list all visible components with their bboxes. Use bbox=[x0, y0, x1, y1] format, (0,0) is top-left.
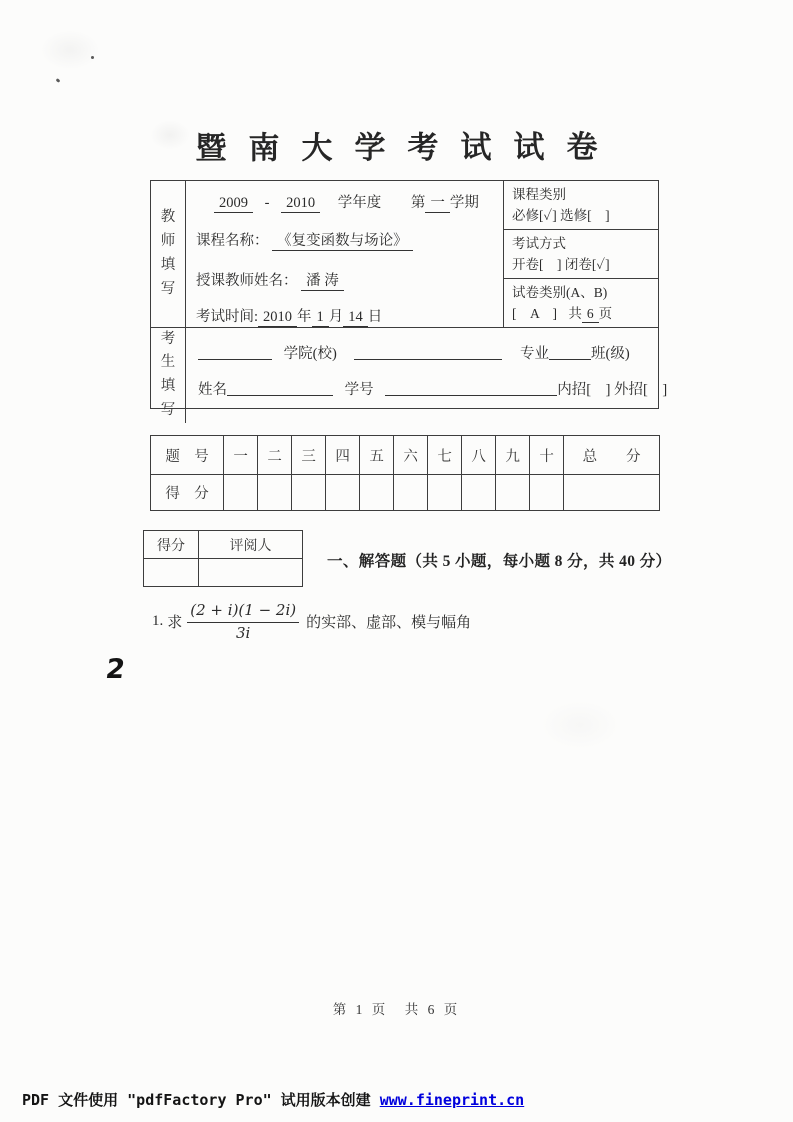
score-cell bbox=[394, 475, 428, 511]
question-col: 十 bbox=[530, 436, 564, 475]
category-column bbox=[503, 181, 658, 327]
class-blank-line bbox=[549, 344, 591, 360]
question-col: 五 bbox=[360, 436, 394, 475]
exam-time-line bbox=[196, 305, 382, 326]
exam-month-value: 1 bbox=[312, 309, 329, 327]
external-admission-checkbox: [ ] bbox=[643, 381, 668, 398]
grader-score-cell bbox=[144, 559, 199, 587]
score-row-header: 得 分 bbox=[151, 475, 224, 511]
question-col: 二 bbox=[258, 436, 292, 475]
year-from-value: 2009 bbox=[214, 195, 253, 213]
score-cell bbox=[428, 475, 462, 511]
section-heading: 一、解答题（共 5 小题，每小题 8 分，共 40 分） bbox=[327, 553, 672, 570]
question-col: 一 bbox=[224, 436, 258, 475]
grader-box bbox=[143, 530, 303, 587]
college-blank-line bbox=[198, 344, 272, 360]
question-col: 九 bbox=[496, 436, 530, 475]
internal-admission-checkbox: [ ] bbox=[586, 381, 611, 398]
course-type-title: 课程类别 bbox=[512, 187, 566, 202]
question-col: 八 bbox=[462, 436, 496, 475]
semester-value: 一 bbox=[425, 195, 450, 213]
elective-option-label: 选修 bbox=[560, 207, 588, 223]
score-cell bbox=[258, 475, 292, 511]
pages-label: 共 bbox=[568, 305, 582, 321]
class-label: 班(级) bbox=[591, 345, 630, 362]
internal-admission-label: 内招 bbox=[557, 381, 587, 398]
student-fill-side-label bbox=[151, 328, 186, 424]
course-name-label: 课程名称： bbox=[196, 233, 269, 249]
semester-suffix: 学期 bbox=[449, 195, 479, 211]
student-fill-fields bbox=[186, 328, 668, 424]
teacher-fill-side-text: 教师填写 bbox=[160, 208, 176, 297]
course-name-value: 《复变函数与场论》 bbox=[272, 233, 413, 251]
page-title: 暨南大学考试试卷 bbox=[195, 129, 620, 166]
required-option-label: 必修 bbox=[512, 207, 539, 223]
fraction-numerator: (2 + i)(1 − 2i) bbox=[187, 601, 299, 623]
question-1-fraction bbox=[187, 601, 299, 643]
id-label: 学号 bbox=[344, 381, 374, 398]
score-row bbox=[151, 475, 660, 511]
paper-type-value: [ A ] bbox=[512, 305, 557, 321]
question-score-table bbox=[150, 435, 660, 511]
exam-day-value: 14 bbox=[343, 309, 368, 327]
paper-type-box bbox=[504, 279, 658, 327]
semester-prefix: 第 bbox=[410, 195, 426, 211]
open-book-label: 开卷 bbox=[512, 256, 539, 272]
exam-month-unit: 月 bbox=[328, 309, 344, 325]
teacher-fill-section bbox=[151, 181, 658, 328]
teacher-name-line bbox=[196, 269, 344, 290]
exam-mode-title: 考试方式 bbox=[512, 235, 566, 251]
name-blank-line bbox=[227, 380, 333, 396]
total-score-header: 总 分 bbox=[564, 436, 660, 475]
college-label: 学院(校) bbox=[283, 345, 337, 362]
question-col: 六 bbox=[394, 436, 428, 475]
score-cell bbox=[224, 475, 258, 511]
id-blank-line bbox=[385, 380, 557, 396]
score-cell bbox=[530, 475, 564, 511]
teacher-fill-side-label bbox=[151, 181, 186, 327]
scan-speck bbox=[91, 56, 94, 59]
major-blank-line bbox=[354, 344, 502, 360]
pdf-watermark bbox=[22, 1089, 524, 1110]
exam-year-unit: 年 bbox=[297, 309, 312, 325]
header-info-table bbox=[150, 180, 668, 419]
question-col: 三 bbox=[292, 436, 326, 475]
question-1 bbox=[152, 601, 471, 643]
elective-checkbox: [ ] bbox=[587, 207, 610, 223]
score-cell bbox=[292, 475, 326, 511]
question-number-row bbox=[151, 436, 660, 475]
major-label: 专业 bbox=[520, 345, 550, 362]
teacher-name-label: 授课教师姓名： bbox=[196, 273, 298, 289]
scan-speck bbox=[56, 78, 61, 83]
grader-reviewer-cell bbox=[199, 559, 303, 587]
pages-value: 6 bbox=[582, 306, 599, 323]
watermark-text: PDF 文件使用 "pdfFactory Pro" 试用版本创建 bbox=[22, 1091, 380, 1109]
college-major-line bbox=[198, 342, 630, 363]
grader-score-label: 得分 bbox=[144, 531, 199, 559]
scan-smudge bbox=[540, 700, 620, 750]
exam-day-unit: 日 bbox=[367, 309, 383, 325]
score-cell bbox=[326, 475, 360, 511]
name-id-line bbox=[198, 378, 667, 399]
student-fill-side-text: 考生填写 bbox=[160, 330, 176, 419]
teacher-fill-fields bbox=[186, 181, 503, 327]
question-1-number: 1. bbox=[152, 613, 164, 630]
question-number-header: 题 号 bbox=[151, 436, 224, 475]
question-col: 七 bbox=[428, 436, 462, 475]
course-type-box bbox=[504, 181, 658, 230]
academic-year-line bbox=[214, 191, 479, 212]
question-col: 四 bbox=[326, 436, 360, 475]
closed-book-label: 闭卷 bbox=[564, 256, 592, 272]
fraction-denominator: 3i bbox=[236, 623, 251, 642]
name-label: 姓名 bbox=[198, 381, 227, 398]
year-dash: - bbox=[264, 195, 270, 211]
grader-reviewer-label: 评阅人 bbox=[199, 531, 303, 559]
pages-unit: 页 bbox=[598, 305, 613, 321]
open-book-checkbox: [ ] bbox=[539, 256, 562, 272]
score-cell bbox=[360, 475, 394, 511]
page-footer: 第 1 页 共 6 页 bbox=[332, 1002, 461, 1017]
required-checkbox: [✓] bbox=[539, 207, 557, 223]
year-to-value: 2010 bbox=[281, 195, 320, 213]
question-1-verb: 求 bbox=[167, 615, 183, 632]
fineprint-link[interactable]: www.fineprint.cn bbox=[379, 1091, 525, 1109]
exam-time-label: 考试时间: bbox=[196, 309, 259, 325]
exam-year-value: 2010 bbox=[258, 309, 297, 327]
course-name-line bbox=[196, 229, 413, 250]
student-fill-section bbox=[151, 328, 668, 424]
external-admission-label: 外招 bbox=[614, 381, 644, 398]
question-1-suffix: 的实部、虚部、模与幅角 bbox=[306, 615, 472, 632]
total-score-cell bbox=[564, 475, 660, 511]
teacher-name-value: 潘 涛 bbox=[301, 273, 344, 291]
year-label: 学年度 bbox=[337, 195, 382, 211]
handwritten-note: 2 bbox=[103, 654, 127, 685]
score-cell bbox=[462, 475, 496, 511]
score-cell bbox=[496, 475, 530, 511]
scan-smudge bbox=[40, 30, 100, 70]
exam-mode-box bbox=[504, 230, 658, 279]
paper-type-title: 试卷类别(A、B) bbox=[512, 284, 608, 300]
closed-book-checkbox: [✓] bbox=[591, 256, 610, 272]
